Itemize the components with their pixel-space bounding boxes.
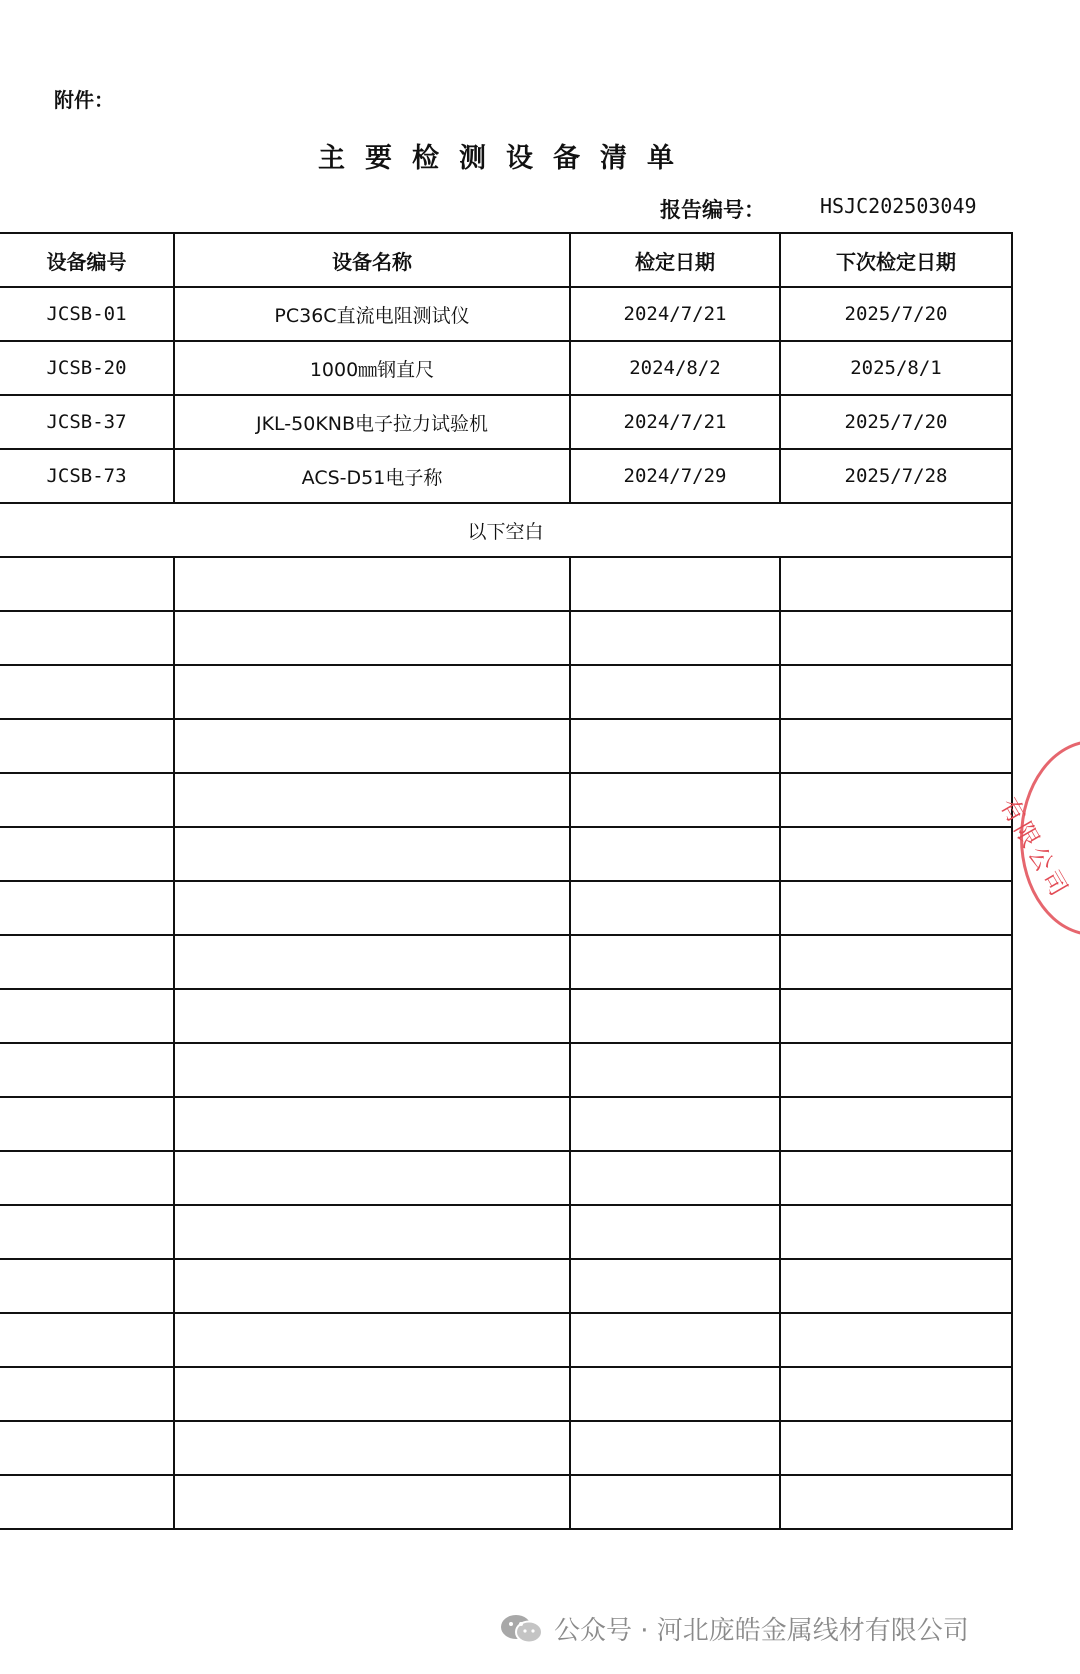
calibration-date: 2024/7/21 [570,395,780,449]
empty-cell [174,665,570,719]
equipment-name: ACS-D51电子称 [174,449,570,503]
empty-cell [780,1475,1012,1529]
empty-row [0,881,1012,935]
next-calibration-date: 2025/7/28 [780,449,1012,503]
empty-row [0,1367,1012,1421]
equipment-name: PC36C直流电阻测试仪 [174,287,570,341]
empty-cell [0,1259,174,1313]
header-equipment-id: 设备编号 [0,233,174,287]
empty-cell [570,719,780,773]
empty-cell [174,881,570,935]
empty-cell [570,611,780,665]
header-equipment-name: 设备名称 [174,233,570,287]
empty-cell [570,989,780,1043]
empty-cell [174,1097,570,1151]
empty-cell [174,773,570,827]
empty-cell [0,557,174,611]
empty-cell [174,1313,570,1367]
empty-cell [174,1421,570,1475]
empty-cell [174,557,570,611]
equipment-name: JKL-50KNB电子拉力试验机 [174,395,570,449]
equipment-id: JCSB-01 [0,287,174,341]
empty-cell [570,557,780,611]
next-calibration-date: 2025/8/1 [780,341,1012,395]
empty-cell [174,935,570,989]
empty-row [0,1043,1012,1097]
empty-cell [174,1475,570,1529]
empty-cell [0,1367,174,1421]
calibration-date: 2024/7/21 [570,287,780,341]
empty-cell [780,1259,1012,1313]
empty-cell [780,557,1012,611]
header-next-calibration-date: 下次检定日期 [780,233,1012,287]
empty-row [0,773,1012,827]
table-row [0,395,1012,449]
empty-cell [570,665,780,719]
empty-cell [780,665,1012,719]
empty-cell [0,1097,174,1151]
empty-row [0,719,1012,773]
blank-note-row [0,503,1012,557]
empty-cell [570,1151,780,1205]
empty-row [0,989,1012,1043]
attachment-label: 附件： [54,88,114,112]
company-seal-text: 有限公司 [994,793,1075,904]
empty-cell [780,1151,1012,1205]
empty-cell [780,1367,1012,1421]
empty-cell [174,989,570,1043]
empty-cell [780,1205,1012,1259]
empty-row [0,1421,1012,1475]
empty-row [0,1205,1012,1259]
empty-cell [780,773,1012,827]
equipment-table [0,232,1013,1530]
empty-cell [174,1367,570,1421]
empty-cell [174,719,570,773]
empty-cell [780,1097,1012,1151]
empty-cell [174,1205,570,1259]
empty-cell [174,1043,570,1097]
wechat-icon [500,1614,544,1644]
empty-cell [0,935,174,989]
empty-cell [570,773,780,827]
empty-cell [570,1097,780,1151]
empty-cell [0,773,174,827]
table-row [0,341,1012,395]
table-header-row [0,233,1012,287]
empty-cell [570,1313,780,1367]
equipment-id: JCSB-37 [0,395,174,449]
empty-cell [570,1259,780,1313]
empty-cell [0,1205,174,1259]
calibration-date: 2024/8/2 [570,341,780,395]
empty-cell [0,989,174,1043]
empty-rows [0,557,1012,1529]
report-number-value: HSJC202503049 [820,194,977,218]
empty-cell [780,989,1012,1043]
next-calibration-date: 2025/7/20 [780,287,1012,341]
next-calibration-date: 2025/7/20 [780,395,1012,449]
empty-cell [0,1475,174,1529]
empty-cell [0,665,174,719]
table-row [0,287,1012,341]
empty-row [0,827,1012,881]
empty-cell [780,611,1012,665]
empty-cell [780,1313,1012,1367]
empty-cell [570,935,780,989]
empty-cell [780,827,1012,881]
empty-cell [0,1421,174,1475]
empty-cell [570,1475,780,1529]
equipment-name: 1000㎜钢直尺 [174,341,570,395]
footer-watermark [500,1610,969,1647]
empty-cell [174,611,570,665]
empty-cell [780,935,1012,989]
empty-cell [0,1043,174,1097]
calibration-date: 2024/7/29 [570,449,780,503]
empty-cell [780,719,1012,773]
table-row [0,449,1012,503]
header-calibration-date: 检定日期 [570,233,780,287]
empty-row [0,1313,1012,1367]
empty-cell [780,1421,1012,1475]
empty-cell [0,827,174,881]
empty-cell [0,881,174,935]
empty-row [0,935,1012,989]
empty-cell [174,1259,570,1313]
equipment-id: JCSB-20 [0,341,174,395]
empty-cell [174,827,570,881]
empty-cell [0,719,174,773]
empty-row [0,1097,1012,1151]
equipment-id: JCSB-73 [0,449,174,503]
report-number-label: 报告编号： [660,198,765,222]
page-title: 主要检测设备清单 [318,143,694,174]
footer-text: 公众号 · 河北庞皓金属线材有限公司 [554,1616,969,1646]
empty-row [0,1151,1012,1205]
blank-note: 以下空白 [0,503,1012,557]
empty-cell [0,1151,174,1205]
empty-cell [780,881,1012,935]
empty-row [0,1259,1012,1313]
empty-cell [174,1151,570,1205]
empty-cell [570,1367,780,1421]
empty-row [0,611,1012,665]
empty-cell [780,1043,1012,1097]
empty-cell [570,1205,780,1259]
empty-cell [0,1313,174,1367]
empty-row [0,1475,1012,1529]
empty-cell [570,881,780,935]
empty-cell [0,611,174,665]
empty-cell [570,1421,780,1475]
empty-row [0,557,1012,611]
empty-cell [570,827,780,881]
empty-cell [570,1043,780,1097]
empty-row [0,665,1012,719]
